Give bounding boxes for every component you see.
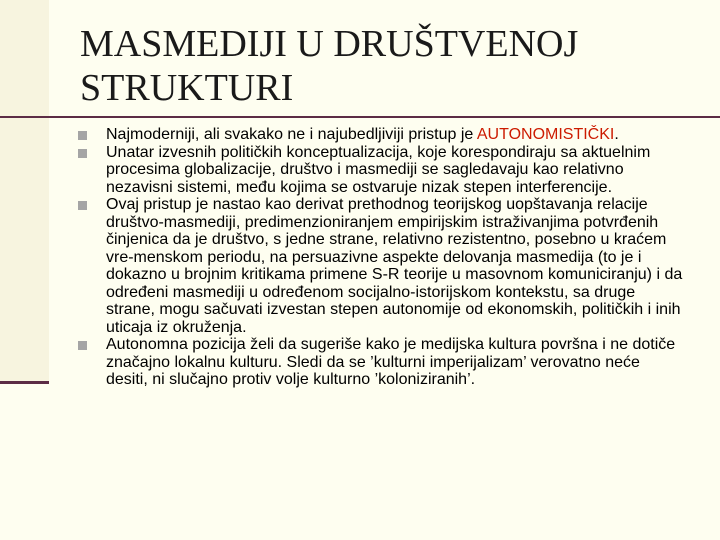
- square-bullet-icon: [78, 131, 87, 140]
- bullet-text: Unatar izvesnih političkih konceptualizacija, koje korespondiraju sa aktuelnim procesima globalizacije, društvo i masmediji se sagledavaju kao relativno nezavisni sistemi, među kojima se ostvaruje nizak stepen interferencije.: [106, 143, 651, 196]
- slide-title: MASMEDIJI U DRUŠTVENOJ STRUKTURI: [80, 23, 579, 109]
- slide-content: [78, 126, 684, 389]
- left-decor-panel: [0, 0, 49, 383]
- bullet-highlight: AUTONOMISTIČKI: [476, 126, 615, 143]
- left-decor-panel-lower: [0, 383, 49, 540]
- bullet-text: Ovaj pristup je nastao kao derivat prethodnog teorijskog uopštavanja relacije društvo-masmediji, predimenzioniranjem empirijskim istraživanjima potvrđenih činjenica da je društvo, s jedne strane, relativno rezistentno, posebno u kraćem vre-menskom periodu, na persuazivne aspekte delovanja masmedija (to je i dokazno u brojnim kritikama primene S-R teorije u masovnom komuniciranju) i da određeni masmediji u određenom socijalno-istorijskom kontekstu, sa druge strane, mogu sačuvati izvestan stepen autonomije od ekonomskih, političkih i inih uticaja iz okruženja.: [106, 196, 683, 336]
- title-divider: [0, 116, 720, 118]
- bullet-text: Autonomna pozicija želi da sugeriše kako je medijska kultura površna i ne dotiče značajno lokalnu kulturu. Sledi da se ’kulturni imperijalizam’ verovatno neće desiti, ni slučajno protiv volje kulturno ’koloniziranih’.: [106, 336, 676, 388]
- square-bullet-icon: [78, 149, 87, 158]
- bullet-item-2: [78, 144, 684, 197]
- bullet-suffix: .: [614, 126, 619, 143]
- square-bullet-icon: [78, 201, 87, 210]
- bullet-text: Najmoderniji, ali svakako ne i najubedljiviji pristup je: [106, 126, 477, 143]
- accent-line: [0, 381, 49, 384]
- bullet-item-3: [78, 196, 684, 336]
- bullet-item-4: [78, 336, 684, 389]
- square-bullet-icon: [78, 341, 87, 350]
- bullet-item-1: [78, 126, 684, 144]
